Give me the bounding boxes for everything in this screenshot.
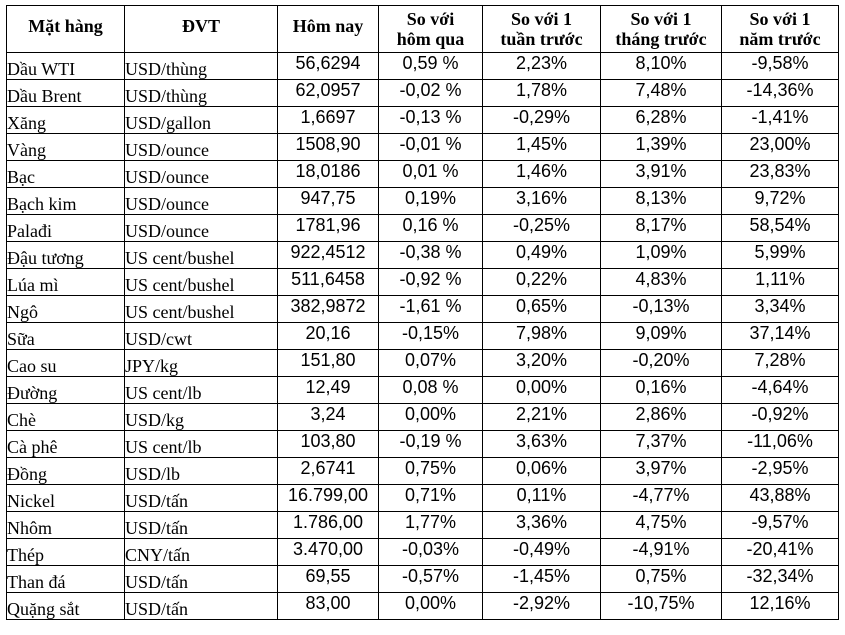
cell-vs-month: 6,28% <box>601 107 722 134</box>
header-vs-week <box>483 6 601 53</box>
cell-vs-month: -10,75% <box>601 593 722 620</box>
cell-today: 69,55 <box>278 566 379 593</box>
cell-vs-week: 2,21% <box>483 404 601 431</box>
table-row <box>7 404 839 431</box>
cell-vs-yesterday: -0,38 % <box>379 242 483 269</box>
cell-unit: CNY/tấn <box>125 539 278 566</box>
cell-item: Quặng sắt <box>7 593 125 620</box>
cell-item: Palađi <box>7 215 125 242</box>
table-row <box>7 593 839 620</box>
cell-unit: USD/cwt <box>125 323 278 350</box>
cell-item: Thép <box>7 539 125 566</box>
cell-vs-month: 0,16% <box>601 377 722 404</box>
cell-vs-week: 3,63% <box>483 431 601 458</box>
cell-vs-month: 4,83% <box>601 269 722 296</box>
cell-vs-year: 43,88% <box>722 485 839 512</box>
cell-vs-year: 58,54% <box>722 215 839 242</box>
header-row <box>7 6 839 53</box>
cell-unit: USD/tấn <box>125 512 278 539</box>
cell-item: Sữa <box>7 323 125 350</box>
cell-today: 3,24 <box>278 404 379 431</box>
cell-item: Chè <box>7 404 125 431</box>
cell-item: Lúa mì <box>7 269 125 296</box>
cell-unit: US cent/lb <box>125 431 278 458</box>
header-vs-yesterday-line2: hôm qua <box>396 29 465 49</box>
header-vs-month-line2: tháng trước <box>615 29 707 49</box>
table-row <box>7 458 839 485</box>
table-row <box>7 296 839 323</box>
cell-vs-yesterday: 1,77% <box>379 512 483 539</box>
cell-vs-month: 1,39% <box>601 134 722 161</box>
cell-item: Bạch kim <box>7 188 125 215</box>
cell-vs-week: 7,98% <box>483 323 601 350</box>
cell-unit: USD/gallon <box>125 107 278 134</box>
cell-today: 947,75 <box>278 188 379 215</box>
cell-vs-month: 3,97% <box>601 458 722 485</box>
cell-vs-month: 7,48% <box>601 80 722 107</box>
cell-vs-yesterday: 0,71% <box>379 485 483 512</box>
cell-vs-week: 1,45% <box>483 134 601 161</box>
cell-today: 922,4512 <box>278 242 379 269</box>
table-row <box>7 269 839 296</box>
cell-unit: USD/thùng <box>125 80 278 107</box>
cell-vs-yesterday: 0,16 % <box>379 215 483 242</box>
cell-item: Đồng <box>7 458 125 485</box>
cell-vs-yesterday: -0,03% <box>379 539 483 566</box>
cell-vs-month: 2,86% <box>601 404 722 431</box>
cell-today: 62,0957 <box>278 80 379 107</box>
cell-vs-year: 1,11% <box>722 269 839 296</box>
table-row <box>7 539 839 566</box>
cell-item: Dầu WTI <box>7 53 125 80</box>
header-vs-week-line2: tuần trước <box>500 29 583 49</box>
cell-vs-year: -20,41% <box>722 539 839 566</box>
cell-today: 1,6697 <box>278 107 379 134</box>
cell-vs-year: 9,72% <box>722 188 839 215</box>
cell-vs-year: -4,64% <box>722 377 839 404</box>
table-row <box>7 134 839 161</box>
cell-today: 151,80 <box>278 350 379 377</box>
cell-item: Ngô <box>7 296 125 323</box>
cell-vs-yesterday: -1,61 % <box>379 296 483 323</box>
cell-vs-week: 3,36% <box>483 512 601 539</box>
cell-vs-week: 0,22% <box>483 269 601 296</box>
cell-unit: USD/ounce <box>125 215 278 242</box>
cell-vs-week: 3,20% <box>483 350 601 377</box>
cell-vs-month: 3,91% <box>601 161 722 188</box>
cell-vs-week: 0,06% <box>483 458 601 485</box>
table-row <box>7 377 839 404</box>
table-row <box>7 566 839 593</box>
cell-vs-year: -2,95% <box>722 458 839 485</box>
header-vs-yesterday <box>379 6 483 53</box>
cell-vs-yesterday: 0,07% <box>379 350 483 377</box>
table-row <box>7 188 839 215</box>
cell-vs-yesterday: -0,15% <box>379 323 483 350</box>
cell-vs-yesterday: 0,19% <box>379 188 483 215</box>
cell-vs-week: 3,16% <box>483 188 601 215</box>
cell-item: Cao su <box>7 350 125 377</box>
cell-vs-month: -4,91% <box>601 539 722 566</box>
table-row <box>7 350 839 377</box>
cell-vs-yesterday: 0,08 % <box>379 377 483 404</box>
cell-vs-year: -0,92% <box>722 404 839 431</box>
cell-vs-month: 4,75% <box>601 512 722 539</box>
cell-unit: USD/ounce <box>125 134 278 161</box>
commodity-price-table <box>6 5 839 620</box>
cell-vs-week: 0,65% <box>483 296 601 323</box>
cell-vs-week: -0,29% <box>483 107 601 134</box>
cell-item: Đường <box>7 377 125 404</box>
cell-unit: USD/thùng <box>125 53 278 80</box>
header-vs-week-line1: So với 1 <box>511 9 572 29</box>
table-body <box>7 53 839 620</box>
cell-vs-year: -14,36% <box>722 80 839 107</box>
cell-item: Cà phê <box>7 431 125 458</box>
cell-unit: USD/kg <box>125 404 278 431</box>
cell-today: 20,16 <box>278 323 379 350</box>
cell-vs-yesterday: -0,02 % <box>379 80 483 107</box>
cell-today: 103,80 <box>278 431 379 458</box>
cell-vs-year: 37,14% <box>722 323 839 350</box>
cell-vs-yesterday: 0,00% <box>379 404 483 431</box>
cell-item: Nickel <box>7 485 125 512</box>
table-row <box>7 431 839 458</box>
cell-today: 12,49 <box>278 377 379 404</box>
cell-unit: USD/ounce <box>125 161 278 188</box>
cell-vs-week: -0,25% <box>483 215 601 242</box>
cell-vs-month: -0,13% <box>601 296 722 323</box>
cell-item: Dầu Brent <box>7 80 125 107</box>
cell-vs-month: 7,37% <box>601 431 722 458</box>
cell-vs-year: -1,41% <box>722 107 839 134</box>
cell-vs-week: -1,45% <box>483 566 601 593</box>
cell-item: Bạc <box>7 161 125 188</box>
cell-vs-year: -9,58% <box>722 53 839 80</box>
header-vs-yesterday-line1: So với <box>406 9 455 29</box>
cell-vs-year: 7,28% <box>722 350 839 377</box>
cell-vs-yesterday: 0,75% <box>379 458 483 485</box>
cell-unit: USD/tấn <box>125 566 278 593</box>
cell-vs-year: 12,16% <box>722 593 839 620</box>
cell-vs-month: 0,75% <box>601 566 722 593</box>
table-row <box>7 53 839 80</box>
cell-vs-yesterday: -0,19 % <box>379 431 483 458</box>
cell-vs-month: 8,13% <box>601 188 722 215</box>
cell-unit: US cent/bushel <box>125 296 278 323</box>
header-vs-year-line1: So với 1 <box>749 9 811 29</box>
table-row <box>7 512 839 539</box>
cell-item: Vàng <box>7 134 125 161</box>
cell-today: 83,00 <box>278 593 379 620</box>
cell-vs-week: 1,78% <box>483 80 601 107</box>
cell-vs-yesterday: -0,57% <box>379 566 483 593</box>
cell-today: 18,0186 <box>278 161 379 188</box>
cell-unit: US cent/bushel <box>125 242 278 269</box>
cell-today: 16.799,00 <box>278 485 379 512</box>
cell-unit: US cent/bushel <box>125 269 278 296</box>
table-header <box>7 6 839 53</box>
cell-vs-month: -0,20% <box>601 350 722 377</box>
cell-vs-yesterday: 0,00% <box>379 593 483 620</box>
cell-today: 1781,96 <box>278 215 379 242</box>
cell-vs-month: 8,17% <box>601 215 722 242</box>
cell-unit: USD/tấn <box>125 485 278 512</box>
cell-vs-year: -9,57% <box>722 512 839 539</box>
cell-vs-week: 2,23% <box>483 53 601 80</box>
table-row <box>7 161 839 188</box>
cell-vs-year: 3,34% <box>722 296 839 323</box>
header-item: Mặt hàng <box>7 6 125 53</box>
cell-unit: USD/tấn <box>125 593 278 620</box>
cell-unit: US cent/lb <box>125 377 278 404</box>
cell-vs-month: 8,10% <box>601 53 722 80</box>
table-row <box>7 215 839 242</box>
table-row <box>7 80 839 107</box>
cell-today: 382,9872 <box>278 296 379 323</box>
cell-vs-yesterday: -0,13 % <box>379 107 483 134</box>
cell-vs-yesterday: -0,01 % <box>379 134 483 161</box>
cell-vs-week: -0,49% <box>483 539 601 566</box>
cell-vs-yesterday: 0,01 % <box>379 161 483 188</box>
cell-vs-year: -32,34% <box>722 566 839 593</box>
table-row <box>7 242 839 269</box>
cell-vs-month: 9,09% <box>601 323 722 350</box>
cell-item: Đậu tương <box>7 242 125 269</box>
cell-unit: USD/ounce <box>125 188 278 215</box>
cell-vs-year: 23,83% <box>722 161 839 188</box>
cell-today: 56,6294 <box>278 53 379 80</box>
cell-vs-year: 5,99% <box>722 242 839 269</box>
header-today: Hôm nay <box>278 6 379 53</box>
table-row <box>7 485 839 512</box>
table-row <box>7 323 839 350</box>
cell-unit: JPY/kg <box>125 350 278 377</box>
cell-item: Than đá <box>7 566 125 593</box>
header-vs-year-line2: năm trước <box>739 29 821 49</box>
cell-item: Nhôm <box>7 512 125 539</box>
cell-vs-week: 1,46% <box>483 161 601 188</box>
cell-vs-month: 1,09% <box>601 242 722 269</box>
table-row <box>7 107 839 134</box>
header-unit: ĐVT <box>125 6 278 53</box>
cell-vs-year: -11,06% <box>722 431 839 458</box>
header-vs-month <box>601 6 722 53</box>
cell-item: Xăng <box>7 107 125 134</box>
cell-vs-year: 23,00% <box>722 134 839 161</box>
header-vs-month-line1: So với 1 <box>630 9 692 29</box>
cell-today: 2,6741 <box>278 458 379 485</box>
cell-today: 3.470,00 <box>278 539 379 566</box>
cell-vs-yesterday: -0,92 % <box>379 269 483 296</box>
cell-vs-week: 0,00% <box>483 377 601 404</box>
cell-vs-yesterday: 0,59 % <box>379 53 483 80</box>
cell-vs-week: 0,49% <box>483 242 601 269</box>
header-vs-year <box>722 6 839 53</box>
cell-today: 511,6458 <box>278 269 379 296</box>
cell-vs-week: -2,92% <box>483 593 601 620</box>
cell-today: 1.786,00 <box>278 512 379 539</box>
cell-vs-week: 0,11% <box>483 485 601 512</box>
cell-unit: USD/lb <box>125 458 278 485</box>
cell-vs-month: -4,77% <box>601 485 722 512</box>
cell-today: 1508,90 <box>278 134 379 161</box>
